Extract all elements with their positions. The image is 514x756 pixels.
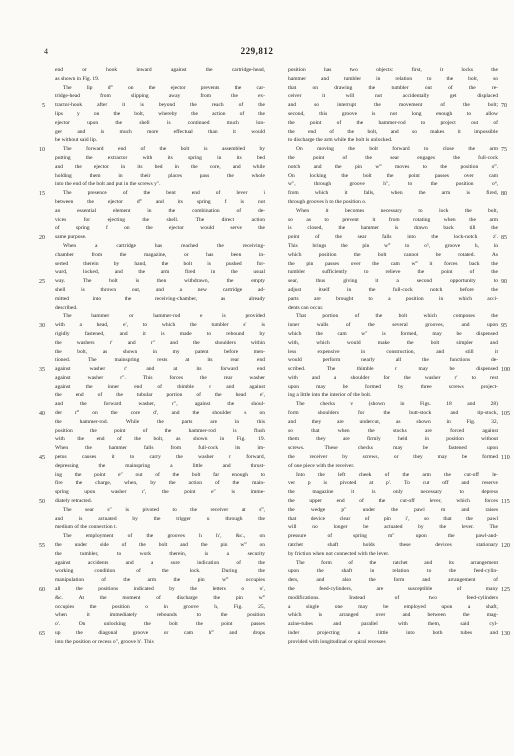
text-line: notch and the pin w‴ moves to the position o‴. bbox=[288, 163, 498, 170]
text-line: into the position or recess o″, groove h′. This bbox=[55, 638, 154, 645]
text-line: them they are firmly held in position without bbox=[288, 436, 498, 443]
text-line: the under side of the bolt and the pin w‴ on bbox=[55, 542, 265, 549]
text-line: parts are brought to a position in which acci- bbox=[288, 295, 498, 302]
text-line: On moving the bolt forward to close the arm bbox=[296, 146, 498, 153]
text-line: der r‴ on the core d′, and the shoulder s on bbox=[55, 410, 265, 417]
text-line: the point of the sear engages the full-cock bbox=[288, 154, 498, 161]
line-number: 70 bbox=[501, 102, 507, 109]
line-number: 100 bbox=[501, 366, 510, 373]
text-line: dents can occur. bbox=[288, 304, 324, 311]
text-line: upon may be formed by three screws project- bbox=[288, 383, 498, 390]
text-line: fire the charge, when, by the action of the main- bbox=[55, 480, 265, 487]
text-line: The form of the ratchet and its arrangement bbox=[296, 559, 498, 566]
text-line: medium of the connection t. bbox=[55, 524, 117, 531]
line-number: 95 bbox=[501, 322, 507, 329]
text-line: and is actuated by the trigger u through the bbox=[55, 515, 265, 522]
text-line: against accidents and a sure indication of the bbox=[55, 559, 265, 566]
text-line: When a cartridge has reached the receiving- bbox=[63, 242, 265, 249]
text-line: which position the bolt cannot be rotated. As bbox=[288, 251, 498, 258]
text-line: ger and is much more effectual than it would bbox=[55, 128, 265, 135]
text-line: ward, locked, and the arm fired in the usual bbox=[55, 269, 265, 276]
text-line: the wedge p″ under the pawl m and raises bbox=[288, 506, 498, 513]
text-line: the magazine it is only necessary to depress bbox=[288, 489, 498, 496]
text-line: an essential element in the combination of de- bbox=[55, 207, 265, 214]
text-line: as shown in Fig. 19. bbox=[55, 75, 100, 82]
text-line: that on drawing the tumbler out of the re- bbox=[288, 84, 498, 91]
text-line: ejector upon the shell is continued much lon- bbox=[55, 119, 265, 126]
text-line: the hammer-rod. While the parts are in this bbox=[55, 418, 265, 425]
right-line-numbers bbox=[501, 66, 514, 736]
text-line: will no longer be actuated by the lever. The bbox=[288, 524, 498, 531]
text-line: less expensive in construction, and still it bbox=[288, 348, 498, 355]
text-line: upon the shaft in relation to the feed-cylin- bbox=[288, 568, 498, 575]
text-line: which is arranged over and between the mag- bbox=[288, 612, 498, 619]
text-line: When the hammer falls from full-cock its im- bbox=[55, 445, 265, 452]
text-line: pressure of spring m″ upon the pawl-and- bbox=[288, 533, 498, 540]
text-line: with a head, e′, to which the tumbler s′ is bbox=[55, 322, 265, 329]
text-line: way. The bolt is then withdrawn, the empty bbox=[55, 278, 265, 285]
line-number: 75 bbox=[501, 146, 507, 153]
text-line: and the ejector in its bed in the core, and while bbox=[55, 163, 265, 170]
text-line: the feed-cylinders, are susceptible of many bbox=[288, 586, 498, 593]
text-line: The sear s″ is pivoted to the receiver at s‴, bbox=[63, 506, 265, 513]
text-line: The presence of the bent end of lever i bbox=[63, 190, 265, 197]
text-line: with the end of the bolt, as shown in Fig. 19. bbox=[55, 436, 265, 443]
text-line: to discharge the arm while the bolt is unlocked. bbox=[288, 137, 393, 144]
text-line: manipulation of the arm the pin w‴ occupies bbox=[55, 577, 265, 584]
text-line: vices for ejecting the shell. The direct action bbox=[55, 216, 265, 223]
line-number: 65 bbox=[39, 630, 45, 637]
text-line: azine-tubes and parallel with them, said cyl- bbox=[288, 621, 498, 628]
text-line: tioned. The mainspring rests at its rear end bbox=[55, 357, 265, 364]
text-line: with, which would make the bolt simpler and bbox=[288, 339, 498, 346]
text-line: ing the point e″ out of the bolt far enough to bbox=[55, 471, 265, 478]
text-line: spring upon washer r′, the point e″ is imme- bbox=[55, 489, 265, 496]
line-number: 15 bbox=[39, 190, 45, 197]
text-line: Into the left cheek of the arm the cut-off le- bbox=[296, 471, 498, 478]
line-number: 35 bbox=[39, 366, 45, 373]
text-line: inder projecting a little into both tubes and bbox=[288, 630, 498, 636]
line-number: 80 bbox=[501, 190, 507, 197]
text-line: holding them in their places pass the whole bbox=[55, 172, 265, 179]
text-line: with and a shoulder for the washer r′ to rest bbox=[288, 374, 498, 381]
text-line: shell is thrown out, and a new cartridge ad- bbox=[55, 286, 265, 293]
text-line: which the cam w″ is formed, may be dispensed bbox=[288, 330, 498, 337]
text-line: point of the sear falls into the lock-notch z′. bbox=[288, 234, 498, 241]
text-line: into the end of the bolt and put in the screws y″. bbox=[55, 181, 161, 188]
text-line: The forward end of the bolt is assembled by bbox=[63, 146, 265, 153]
line-number: 5 bbox=[42, 102, 45, 109]
page-number: 4 bbox=[44, 47, 48, 56]
text-line: of one piece with the receiver. bbox=[288, 462, 355, 469]
text-line: petus causes it to carry the washer r forward, bbox=[55, 454, 265, 461]
line-number: 50 bbox=[39, 498, 45, 505]
text-line: ceiver it will not accidentally get displaced bbox=[288, 93, 498, 100]
line-number: 125 bbox=[501, 586, 510, 593]
text-line: That portion of the bolt which composes the bbox=[296, 313, 498, 320]
text-line: so that when the stocks are forced against bbox=[288, 427, 498, 434]
text-line: scribed. The thimble r may be dispensed bbox=[288, 366, 498, 373]
text-line: The lip d‴ on the ejector prevents the car- bbox=[63, 84, 265, 91]
line-number: 10 bbox=[39, 146, 45, 153]
text-line: against washer r″. This forces the rear washer bbox=[55, 374, 265, 381]
text-line: the point of the hammer-rod to project out of bbox=[288, 119, 498, 126]
text-line: ratchet shaft holds these devices stationary bbox=[288, 542, 498, 549]
text-line: against washer r′ and at its forward end bbox=[55, 366, 265, 373]
text-line: same purpose. bbox=[55, 234, 87, 241]
text-line: against the inner end of thimble r and against bbox=[55, 383, 265, 390]
text-line: the upper end of the cut-off lever, which forces bbox=[288, 498, 498, 505]
text-line: position has two objects: first, it locks the bbox=[288, 67, 498, 73]
text-line: all the positions indicated by the letters o o′, bbox=[55, 586, 265, 593]
text-line: On locking the bolt the point passes over cam bbox=[288, 172, 498, 179]
text-line: is closed, the hammer is drawn back till the bbox=[288, 225, 498, 232]
left-text-column bbox=[55, 66, 265, 736]
line-number: 20 bbox=[39, 234, 45, 241]
text-line: the bolt, as shown in my patent before men- bbox=[55, 348, 265, 355]
text-line: w″, through groove h″, to the position o⁴, bbox=[288, 181, 498, 188]
text-line: &c. At the moment of discharge the pin w‴ bbox=[55, 594, 265, 601]
line-number: 120 bbox=[501, 542, 510, 549]
text-line: the receiver by screws, or they may be formed bbox=[288, 454, 498, 461]
line-number: 90 bbox=[501, 278, 507, 285]
text-line: end or hook inward against the cartridge-head, bbox=[55, 67, 265, 73]
text-line: putting the extractor with its spring in its bed bbox=[55, 154, 265, 161]
text-line: mitted into the receiving-chamber, as already bbox=[55, 295, 265, 302]
line-number: 110 bbox=[501, 454, 510, 461]
text-line: between the ejector d‴ and its spring f is not bbox=[55, 198, 265, 205]
text-line: that device clear of pin i′, so that the pawl bbox=[288, 515, 498, 522]
line-number: 130 bbox=[501, 630, 510, 637]
line-number: 60 bbox=[39, 586, 45, 593]
text-line: the end of the bolt, and so makes it impossible bbox=[288, 128, 498, 135]
right-text-column bbox=[288, 66, 498, 736]
text-line: The checks v (shown in Figs. 18 and 28) bbox=[296, 401, 498, 408]
text-line: When it becomes necessary to lock the bolt, bbox=[296, 207, 498, 214]
text-line: by friction when not connected with the lever. bbox=[288, 550, 390, 557]
text-line: serted therein by hand, the bolt is pushed for- bbox=[55, 260, 265, 267]
text-line: working condition of the lock. During the bbox=[55, 568, 265, 575]
line-number: 25 bbox=[39, 278, 45, 285]
text-line: a single one may be employed upon a shaft, bbox=[288, 603, 498, 610]
text-line: adjust itself in the full-cock notch before the bbox=[288, 286, 498, 293]
left-line-numbers bbox=[31, 66, 45, 736]
text-line: The hammer or hammer-rod e is provided bbox=[63, 313, 265, 320]
text-line: so as to prevent it from rotating when the arm bbox=[288, 216, 498, 223]
text-line: and the forward washer, r″, against the shoul- bbox=[55, 401, 265, 408]
line-number: 115 bbox=[501, 498, 510, 505]
text-line: the pin passes over the cam w‴ it forces back the bbox=[288, 260, 498, 267]
text-line: tractor-hook after it is beyond the reach of the bbox=[55, 102, 265, 109]
text-line: from which it falls, when the arm is fired, bbox=[288, 190, 498, 197]
text-line: hammer and tumbler in relation to the bolt, so bbox=[288, 75, 498, 82]
text-line: and so interrupt the movement of the bolt; bbox=[288, 102, 498, 109]
text-line: occupies the position o in groove h, Fig. 25, bbox=[55, 603, 265, 610]
text-line: tridge-head from slipping away from the ex- bbox=[55, 93, 265, 100]
text-line: lips y on the bolt, whereby the action of the bbox=[55, 110, 265, 117]
line-number: 55 bbox=[39, 542, 45, 549]
text-line: and they are undercut, as shown in Fig. 32, bbox=[288, 418, 498, 425]
text-line: described. bbox=[55, 304, 78, 311]
text-line: of spring f on the ejector would serve the bbox=[55, 225, 265, 232]
text-line: ing a little into the interior of the bolt. bbox=[288, 392, 372, 399]
text-line: the end of the tubular portion of the head e′, bbox=[55, 392, 265, 399]
line-number: 30 bbox=[39, 322, 45, 329]
line-number: 45 bbox=[39, 454, 45, 461]
text-line: the washers r′ and r″ and the shoulders within bbox=[55, 339, 265, 346]
text-line: The employment of the grooves h h′, &c., on bbox=[63, 533, 265, 540]
text-line: form shoulders for the butt-stock and tip-stock, bbox=[288, 410, 498, 417]
text-line: ders, and also the form and arrangement of bbox=[288, 577, 498, 584]
text-line: inner walls of the several grooves, and upon bbox=[288, 322, 498, 329]
text-line: modifications. Instead of two feed-cylinders bbox=[288, 594, 498, 601]
text-line: depressing the mainspring a little and thrust- bbox=[55, 462, 265, 469]
text-line: the tumbler, to work therein, is a security bbox=[55, 550, 265, 557]
text-line: through grooves h to the position o. bbox=[288, 198, 367, 205]
text-line: position the point of the hammer-rod is flush bbox=[55, 427, 265, 434]
text-line: would perform nearly all the functions de- bbox=[288, 357, 498, 364]
text-line: tumbler sufficiently to relieve the point of the bbox=[288, 269, 498, 276]
text-line: rigidly fastened, and it is made to rebound by bbox=[55, 330, 265, 337]
line-number: 105 bbox=[501, 410, 510, 417]
text-line: ver p is pivoted at p′. To cut off and reserve bbox=[288, 480, 498, 487]
text-line: when it immediately rebounds to the position bbox=[55, 612, 265, 619]
line-number: 40 bbox=[39, 410, 45, 417]
line-number: 85 bbox=[501, 234, 507, 241]
text-line: This brings the pin w‴ to o⁵, groove h, in bbox=[288, 242, 498, 249]
text-line: diately retracted. bbox=[55, 498, 92, 505]
text-line: be without said lip. bbox=[55, 137, 98, 144]
text-line: second, this groove is not long enough to allow bbox=[288, 110, 498, 117]
text-line: up the diagonal groove or cam h‴ and drops bbox=[55, 630, 265, 636]
text-line: sear, thus giving it a second opportunity to bbox=[288, 278, 498, 285]
text-line: provided with longitudinal or spiral recesses bbox=[288, 638, 386, 645]
text-line: screws. These checks may be fastened upon bbox=[288, 445, 498, 452]
patent-number: 229,812 bbox=[240, 46, 274, 56]
text-line: o′. On unlocking the bolt the point passes bbox=[55, 621, 265, 628]
text-line: chamber from the magazine, or has been in- bbox=[55, 251, 265, 258]
